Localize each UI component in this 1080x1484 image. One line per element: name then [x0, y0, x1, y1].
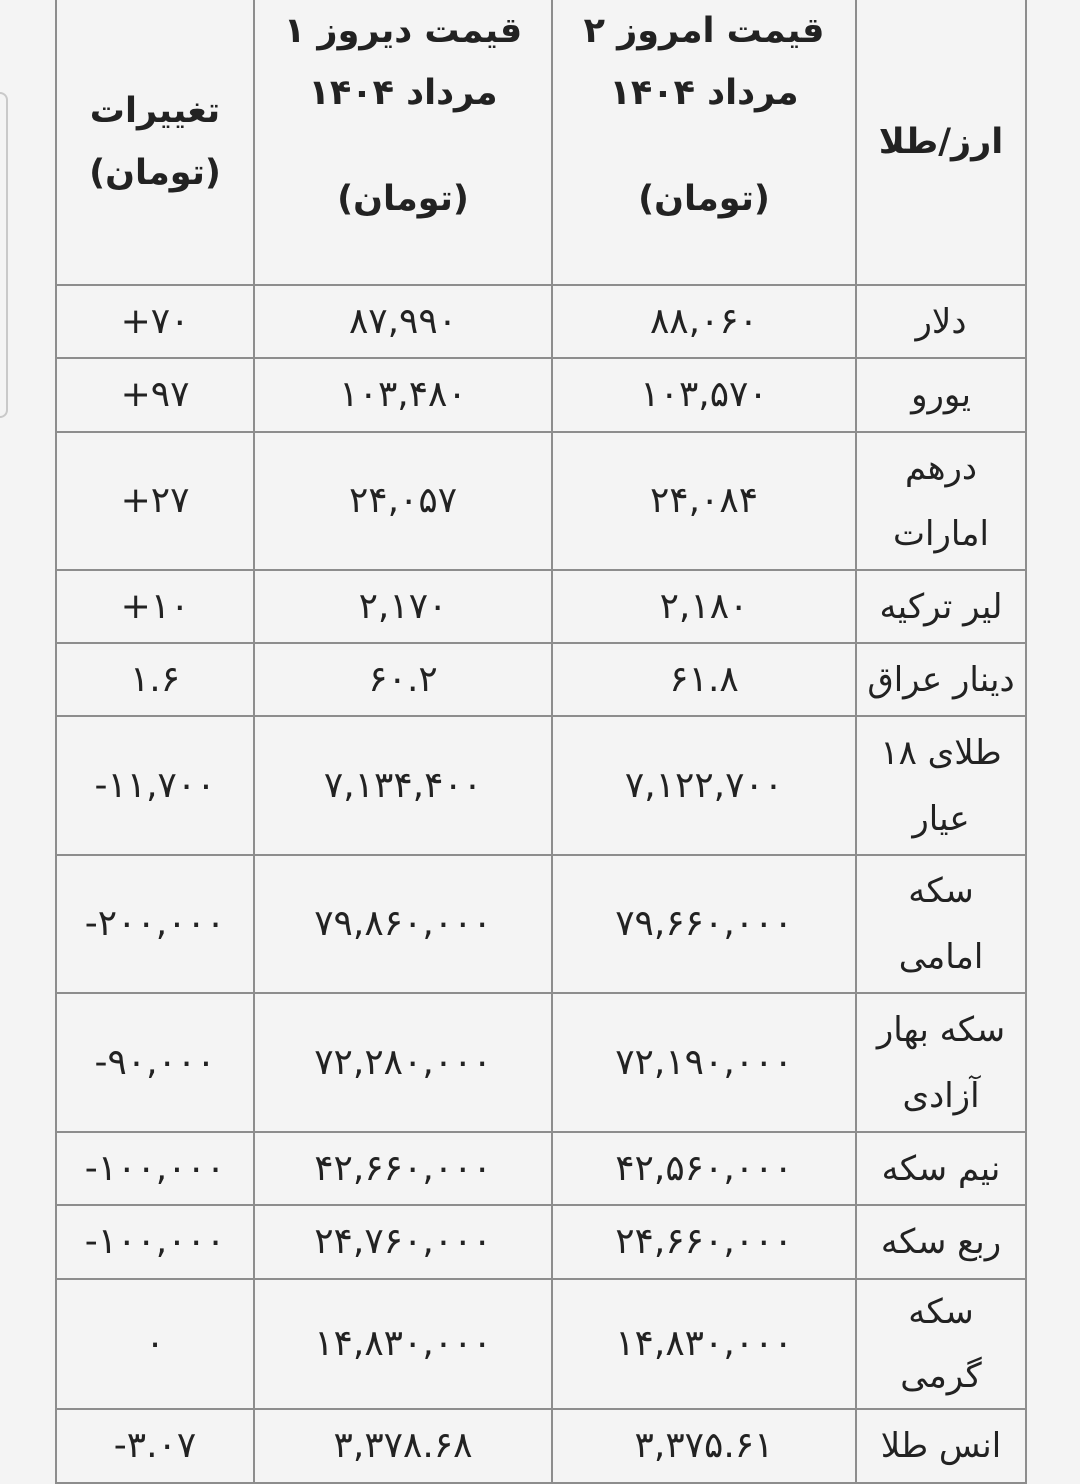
row-yesterday: ۲۴,۰۵۷ [254, 432, 552, 570]
row-yesterday: ۱۴,۸۳۰,۰۰۰ [254, 1279, 552, 1409]
row-today: ۷۹,۶۶۰,۰۰۰ [552, 855, 856, 993]
table-row [56, 716, 1026, 855]
row-yesterday: ۶۰.۲ [254, 643, 552, 716]
header-yesterday-unit: (تومان) [337, 179, 469, 219]
row-name: درهم امارات [856, 432, 1026, 570]
table-row [56, 1409, 1026, 1483]
row-change: ۲۰۰,۰۰۰- [56, 855, 254, 993]
header-today-unit: (تومان) [638, 179, 770, 219]
row-name: یورو [856, 358, 1026, 432]
table-row [56, 1132, 1026, 1205]
row-today: ۶۱.۸ [552, 643, 856, 716]
row-name: سکه امامی [856, 855, 1026, 993]
row-yesterday: ۳,۳۷۸.۶۸ [254, 1409, 552, 1483]
row-name: دلار [856, 285, 1026, 358]
header-today-line2: مرداد ۱۴۰۴ [609, 73, 799, 113]
row-name: سکه گرمی [856, 1279, 1026, 1409]
header-currency-label: ارز/طلا [878, 122, 1004, 162]
table-row [56, 993, 1026, 1132]
row-today: ۱۰۳,۵۷۰ [552, 358, 856, 432]
row-today: ۲۴,۶۶۰,۰۰۰ [552, 1205, 856, 1279]
table-row [56, 643, 1026, 716]
row-today: ۷۲,۱۹۰,۰۰۰ [552, 993, 856, 1132]
row-yesterday: ۲,۱۷۰ [254, 570, 552, 643]
row-name: لیر ترکیه [856, 570, 1026, 643]
currency-gold-price-table [55, 0, 1027, 1484]
row-yesterday: ۸۷,۹۹۰ [254, 285, 552, 358]
row-change: ۷۰+ [56, 285, 254, 358]
side-scroll-tab[interactable] [0, 92, 8, 418]
row-yesterday: ۲۴,۷۶۰,۰۰۰ [254, 1205, 552, 1279]
header-today-line1: قیمت امروز ۲ [583, 11, 825, 51]
row-change: ۱۰۰,۰۰۰- [56, 1132, 254, 1205]
row-change: ۹۷+ [56, 358, 254, 432]
row-yesterday: ۷۹,۸۶۰,۰۰۰ [254, 855, 552, 993]
row-today: ۸۸,۰۶۰ [552, 285, 856, 358]
row-today: ۳,۳۷۵.۶۱ [552, 1409, 856, 1483]
table-header-row [56, 0, 1026, 285]
header-currency [856, 0, 1026, 285]
table-row [56, 855, 1026, 993]
header-change-unit: (تومان) [89, 153, 221, 193]
table-row [56, 570, 1026, 643]
row-today: ۲,۱۸۰ [552, 570, 856, 643]
header-yesterday-line2: مرداد ۱۴۰۴ [308, 73, 498, 113]
header-today-price [552, 0, 856, 285]
header-change-line1: تغییرات [89, 91, 221, 131]
row-name: سکه بهار آزادی [856, 993, 1026, 1132]
row-yesterday: ۷۲,۲۸۰,۰۰۰ [254, 993, 552, 1132]
row-today: ۲۴,۰۸۴ [552, 432, 856, 570]
row-name: نیم سکه [856, 1132, 1026, 1205]
row-today: ۱۴,۸۳۰,۰۰۰ [552, 1279, 856, 1409]
row-name: انس طلا [856, 1409, 1026, 1483]
table-row [56, 358, 1026, 432]
row-name: دینار عراق [856, 643, 1026, 716]
row-yesterday: ۴۲,۶۶۰,۰۰۰ [254, 1132, 552, 1205]
header-yesterday-price [254, 0, 552, 285]
row-yesterday: ۱۰۳,۴۸۰ [254, 358, 552, 432]
row-name: طلای ۱۸ عیار [856, 716, 1026, 855]
row-today: ۷,۱۲۲,۷۰۰ [552, 716, 856, 855]
row-change: ۱۰۰,۰۰۰- [56, 1205, 254, 1279]
row-change: ۰ [56, 1279, 254, 1409]
row-name: ربع سکه [856, 1205, 1026, 1279]
table-row [56, 285, 1026, 358]
row-yesterday: ۷,۱۳۴,۴۰۰ [254, 716, 552, 855]
row-change: ۹۰,۰۰۰- [56, 993, 254, 1132]
header-yesterday-line1: قیمت دیروز ۱ [283, 11, 523, 51]
row-change: ۳.۰۷- [56, 1409, 254, 1483]
row-change: ۲۷+ [56, 432, 254, 570]
header-change [56, 0, 254, 285]
table-row [56, 1279, 1026, 1409]
table-row [56, 1205, 1026, 1279]
row-today: ۴۲,۵۶۰,۰۰۰ [552, 1132, 856, 1205]
row-change: ۱.۶ [56, 643, 254, 716]
table-row [56, 432, 1026, 570]
row-change: ۱۰+ [56, 570, 254, 643]
row-change: ۱۱,۷۰۰- [56, 716, 254, 855]
